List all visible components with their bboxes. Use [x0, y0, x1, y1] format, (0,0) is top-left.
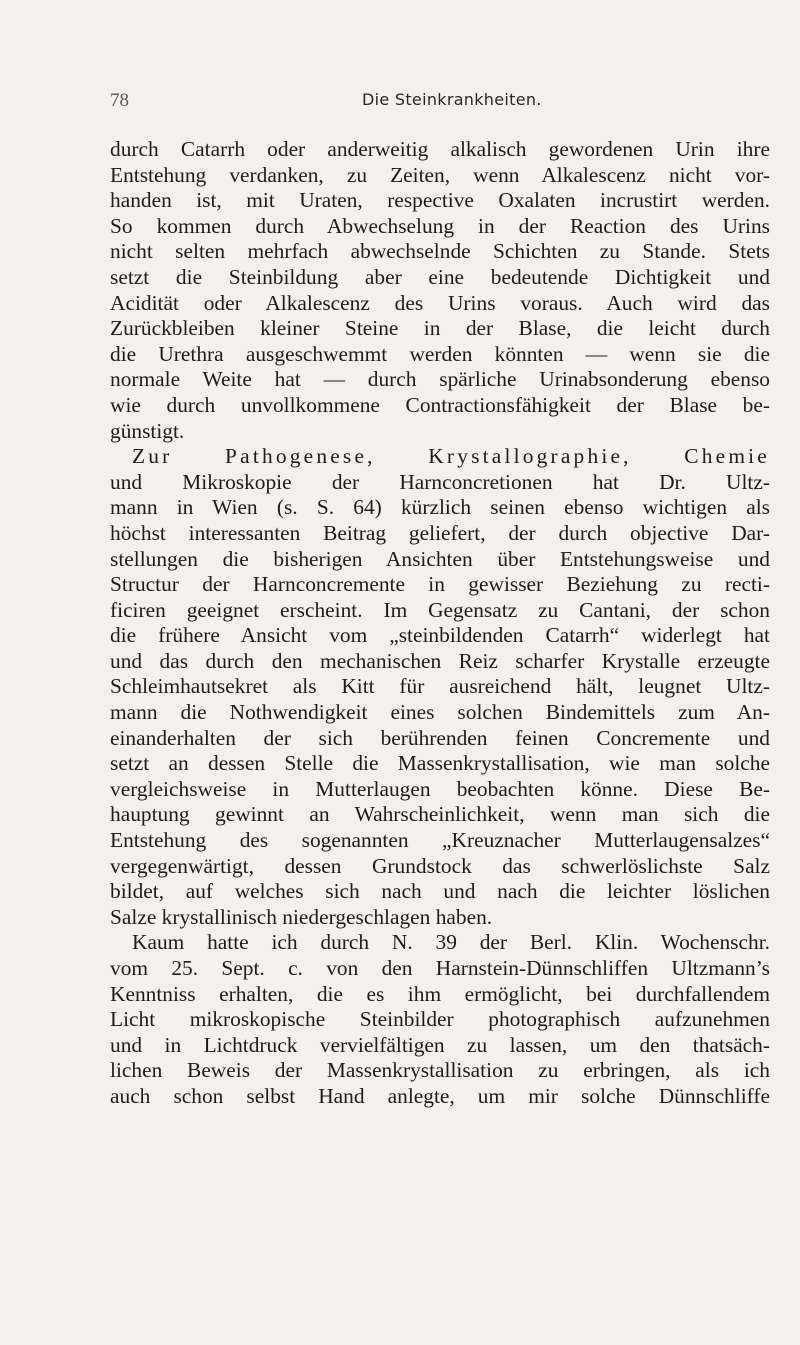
- text-line: Schleimhautsekret als Kitt für ausreichend hält, leugnet Ultz-: [110, 674, 770, 699]
- text-line: Entstehung verdanken, zu Zeiten, wenn Alkalescenz nicht vor-: [110, 162, 770, 187]
- text-line: setzt die Steinbildung aber eine bedeutende Dichtigkeit und: [110, 264, 770, 289]
- text-line: Structur der Harnconcremente in gewisser Beziehung zu recti-: [110, 572, 770, 597]
- text-line: Zurückbleiben kleiner Steine in der Blase, die leicht durch: [110, 316, 770, 341]
- text-line: mann in Wien (s. S. 64) kürzlich seinen ebenso wichtigen als: [110, 495, 770, 520]
- text-line: Kenntniss erhalten, die es ihm ermöglicht, bei durchfallendem: [110, 981, 770, 1006]
- body-text: [110, 137, 770, 1110]
- text-line: wie durch unvollkommene Contractionsfähigkeit der Blase be-: [110, 392, 770, 417]
- text-line: einanderhalten der sich berührenden feinen Concremente und: [110, 725, 770, 750]
- text-line: durch Catarrh oder anderweitig alkalisch gewordenen Urin ihre: [110, 137, 770, 161]
- text-line: mann die Nothwendigkeit eines solchen Bindemittels zum An-: [110, 700, 770, 725]
- text-line: So kommen durch Abwechselung in der Reaction des Urins: [110, 213, 770, 238]
- text-line: handen ist, mit Uraten, respective Oxalaten incrustirt werden.: [110, 188, 770, 213]
- text-line: Entstehung des sogenannten „Kreuznacher Mutterlaugensalzes“: [110, 828, 770, 853]
- text-line: vergegenwärtigt, dessen Grundstock das schwerlöslichste Salz: [110, 853, 770, 878]
- text-line: die frühere Ansicht vom „steinbildenden Catarrh“ widerlegt hat: [110, 623, 770, 648]
- page-number: 78: [110, 90, 129, 111]
- text-line: setzt an dessen Stelle die Massenkrystallisation, wie man solche: [110, 751, 770, 776]
- text-line: und das durch den mechanischen Reiz scharfer Krystalle erzeugte: [110, 648, 770, 673]
- text-line: hauptung gewinnt an Wahrscheinlichkeit, wenn man sich die: [110, 802, 770, 827]
- running-head: [110, 90, 770, 116]
- text-line: vergleichsweise in Mutterlaugen beobachten könne. Diese Be-: [110, 776, 770, 801]
- text-line: höchst interessanten Beitrag geliefert, der durch objective Dar-: [110, 520, 770, 545]
- text-line: Kaum hatte ich durch N. 39 der Berl. Klin. Wochenschr.: [132, 930, 770, 955]
- running-title: Die Steinkrankheiten.: [362, 90, 542, 109]
- text-line: und in Lichtdruck vervielfältigen zu lassen, um den thatsäch-: [110, 1032, 770, 1057]
- text-line: günstigt.: [110, 418, 185, 443]
- text-line: stellungen die bisherigen Ansichten über Entstehungsweise und: [110, 546, 770, 571]
- text-line: Salze krystallinisch niedergeschlagen haben.: [110, 904, 493, 929]
- text-line: die Urethra ausgeschwemmt werden könnten — wenn sie die: [110, 341, 770, 366]
- text-line: ficiren geeignet erscheint. Im Gegensatz zu Cantani, der schon: [110, 597, 770, 622]
- text-line: normale Weite hat — durch spärliche Urinabsonderung ebenso: [110, 367, 770, 392]
- text-line: auch schon selbst Hand anlegte, um mir solche Dünnschliffe: [110, 1083, 770, 1108]
- text-line: und Mikroskopie der Harnconcretionen hat Dr. Ultz-: [110, 469, 770, 494]
- text-line: nicht selten mehrfach abwechselnde Schichten zu Stande. Stets: [110, 239, 770, 264]
- text-line: Acidität oder Alkalescenz des Urins voraus. Auch wird das: [110, 290, 770, 315]
- text-line: Licht mikroskopische Steinbilder photographisch aufzunehmen: [110, 1007, 770, 1032]
- text-line: lichen Beweis der Massenkrystallisation zu erbringen, als ich: [110, 1058, 770, 1083]
- text-line: Zur Pathogenese, Krystallographie, Chemie: [132, 444, 770, 469]
- text-line: bildet, auf welches sich nach und nach die leichter löslichen: [110, 879, 770, 904]
- text-line: vom 25. Sept. c. von den Harnstein-Dünnschliffen Ultzmann’s: [110, 956, 770, 980]
